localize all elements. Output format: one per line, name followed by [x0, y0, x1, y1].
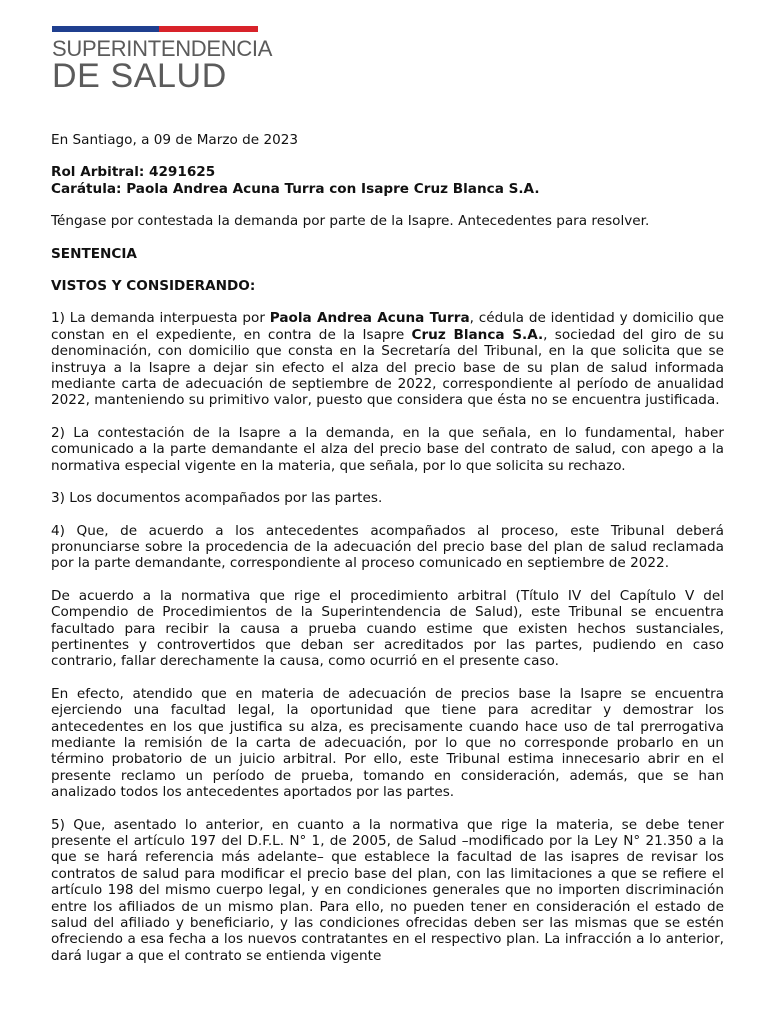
logo-line-superintendencia: SUPERINTENDENCIA	[52, 36, 273, 61]
paragraph-7: 5) Que, asentado lo anterior, en cuanto a la normativa que rige la materia, se debe tener presente el artículo 197 del D.F.L. N° 1, de 2005, de Salud –modificado por la Ley N° 21.350 a la que se hará referencia más adelante– que establece la facultad de las isapres de revisar los contratos de salud para modificar el precio base del plan, con las limitaciones a que se refiere el artículo 198 del mismo cuerpo legal, y en condiciones generales que no importen discriminación entre los afiliados de un mismo plan. Para ello, no pueden tener en consideración el estado de salud del afiliado y beneficiario, y las condiciones ofrecidas deben ser las mismas que se estén ofreciendo a esa fecha a los nuevos contratantes en el respectivo plan. La infracción a lo anterior, dará lugar a que el contrato se entienda vigente	[51, 816, 724, 964]
demandante-name: Paola Andrea Acuna Turra	[269, 310, 470, 327]
paragraph-1-text-b: , cédula de identidad y domicilio que constan en el expediente, en contra de la Isapre	[51, 310, 724, 343]
date-line: En Santiago, a 09 de Marzo de 2023	[51, 132, 299, 148]
intro-paragraph: Téngase por contestada la demanda por parte de la Isapre. Antecedentes para resolver.	[51, 213, 650, 230]
rol-arbitral: Rol Arbitral: 4291625	[51, 164, 216, 181]
paragraph-1	[51, 310, 724, 408]
paragraph-2: 2) La contestación de la Isapre a la demanda, en la que señala, en lo fundamental, haber comunicado a la parte demandante el alza del precio base del contrato de salud, con apego a la normativa especial vigente en la materia, que señala, por lo que solicita su rechazo.	[51, 424, 724, 474]
paragraph-1-text-c: , sociedad del giro de su denominación, con domicilio que consta en la Secretaría del Tribunal, en la que solicita que se instruya a la Isapre a dejar sin efecto el alza del precio base de su plan de salud informada mediante carta de adecuación de septiembre de 2022, correspondiente al período de anualidad 2022, manteniendo su primitivo valor, puesto que considera que ésta no se encuentra justificada.	[51, 326, 724, 409]
document-body	[51, 132, 724, 964]
logo-line-de-salud: DE SALUD	[52, 57, 227, 95]
paragraph-3: 3) Los documentos acompañados por las partes.	[51, 490, 383, 507]
isapre-name: Cruz Blanca S.A.	[411, 326, 544, 343]
paragraph-4: 4) Que, de acuerdo a los antecedentes acompañados al proceso, este Tribunal deberá pronunciarse sobre la procedencia de la adecuación del precio base del plan de salud reclamada por la parte demandante, correspondiente al proceso comunicado en septiembre de 2022.	[51, 522, 724, 572]
sentencia-heading: SENTENCIA	[51, 245, 137, 262]
caratula: Carátula: Paola Andrea Acuna Turra con Isapre Cruz Blanca S.A.	[51, 180, 540, 197]
superintendencia-logo	[52, 26, 273, 95]
logo-bar-red	[159, 26, 258, 32]
paragraph-5: De acuerdo a la normativa que rige el procedimiento arbitral (Título IV del Capítulo V del Compendio de Procedimientos de la Superintendencia de Salud), este Tribunal se encuentra facultado para recibir la causa a prueba cuando estime que existen hechos sustanciales, pertinentes y controvertidos que deban ser acreditados por las partes, pudiendo en caso contrario, fallar derechamente la causa, como ocurrió en el presente caso.	[51, 587, 724, 670]
vistos-heading: VISTOS Y CONSIDERANDO:	[51, 278, 256, 295]
paragraph-1-text-a: 1) La demanda interpuesta por	[51, 310, 270, 327]
logo-flag-bar	[52, 26, 258, 32]
logo-bar-blue	[52, 26, 159, 32]
paragraph-6: En efecto, atendido que en materia de adecuación de precios base la Isapre se encuentra ejerciendo una facultad legal, la oportunidad que tiene para acreditar y demostrar los antecedentes en los que justifica su alza, es precisamente cuando hace uso de tal prerrogativa mediante la remisión de la carta de adecuación, por lo que no corresponde probarlo en un término probatorio de un juicio arbitral. Por ello, este Tribunal estima innecesario abrir en el presente reclamo un período de prueba, tomando en consideración, además, que se han analizado todos los antecedentes aportados por las partes.	[51, 685, 724, 801]
